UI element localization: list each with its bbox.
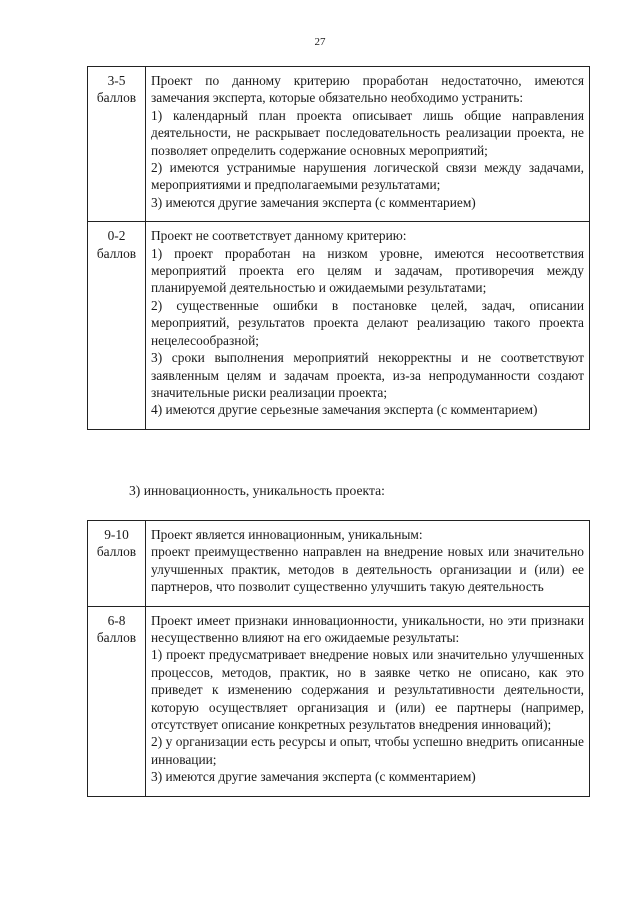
description-cell xyxy=(146,606,590,796)
score-cell xyxy=(88,67,146,222)
table-row xyxy=(88,606,590,796)
description-line: проект преимущественно направлен на внедрение новых или значительно улучшенных практик, методов в деятельность организации и (или) ее партнеров, что позволит существенно улучшить такую деятельность xyxy=(151,544,584,595)
section-heading: 3) инновационность, уникальность проекта: xyxy=(129,483,385,498)
criteria-table-project-elaboration xyxy=(87,66,590,430)
description-line: 2) существенные ошибки в постановке целей, задач, описании мероприятий, результатов проекта делают реализацию такого проекта нецелесообразной; xyxy=(151,297,584,348)
description-line: 2) у организации есть ресурсы и опыт, чтобы успешно внедрить описанные инновации; xyxy=(151,734,584,767)
table-row xyxy=(88,521,590,607)
page-number: 27 xyxy=(314,36,326,48)
score-unit: баллов xyxy=(96,544,137,560)
description-line: Проект имеет признаки инновационности, уникальности, но эти признаки несущественно влияют на его ожидаемые результаты: xyxy=(151,612,584,646)
description-line: 3) имеются другие замечания эксперта (с комментарием) xyxy=(151,194,476,210)
score-unit: баллов xyxy=(96,630,137,646)
description-line: 1) проект предусматривает внедрение новых или значительно улучшенных процессов, методов, практик, но в заявке четко не описано, как это приведет к изменению содержания и результативности деятельности, которую осуществляет организация и (или) ее партнеры (например, отсутствует описание конкретных результатов внедрения инноваций); xyxy=(151,647,584,733)
score-range: 0-2 xyxy=(107,228,126,244)
score-unit: баллов xyxy=(96,245,137,261)
description-line: 4) имеются другие серьезные замечания эксперта (с комментарием) xyxy=(151,402,538,418)
description-line: 1) календарный план проекта описывает лишь общие направления деятельности, не раскрывает последовательность реализации проекта, не позволяет определить содержание основных мероприятий; xyxy=(151,107,584,158)
score-cell xyxy=(88,606,146,796)
score-range: 6-8 xyxy=(107,612,126,628)
description-line: 3) имеются другие замечания эксперта (с комментарием) xyxy=(151,769,476,785)
score-cell xyxy=(88,521,146,607)
score-range: 9-10 xyxy=(104,527,129,542)
table-row xyxy=(88,67,590,222)
score-cell xyxy=(88,222,146,429)
description-cell xyxy=(146,67,590,222)
description-line: 1) проект проработан на низком уровне, имеются несоответствия мероприятий проекта его целям и задачам, противоречия между планируемой деятельностью и ожидаемыми результатами; xyxy=(151,245,584,296)
description-line: Проект по данному критерию проработан недостаточно, имеются замечания эксперта, которые обязательно необходимо устранить: xyxy=(151,73,584,106)
description-line: Проект не соответствует данному критерию: xyxy=(151,228,407,244)
description-line: 2) имеются устранимые нарушения логической связи между задачами, мероприятиями и предполагаемыми результатами; xyxy=(151,160,584,193)
description-line: 3) сроки выполнения мероприятий некорректны и не соответствуют заявленным целям и задачам проекта, из-за непродуманности создают значительные риски реализации проекта; xyxy=(151,350,584,400)
score-range: 3-5 xyxy=(107,73,126,88)
table-row xyxy=(88,222,590,429)
description-cell xyxy=(146,521,590,607)
score-unit: баллов xyxy=(96,90,137,106)
description-line: Проект является инновационным, уникальным: xyxy=(151,527,423,542)
description-cell xyxy=(146,222,590,429)
criteria-table-innovativeness xyxy=(87,520,590,797)
